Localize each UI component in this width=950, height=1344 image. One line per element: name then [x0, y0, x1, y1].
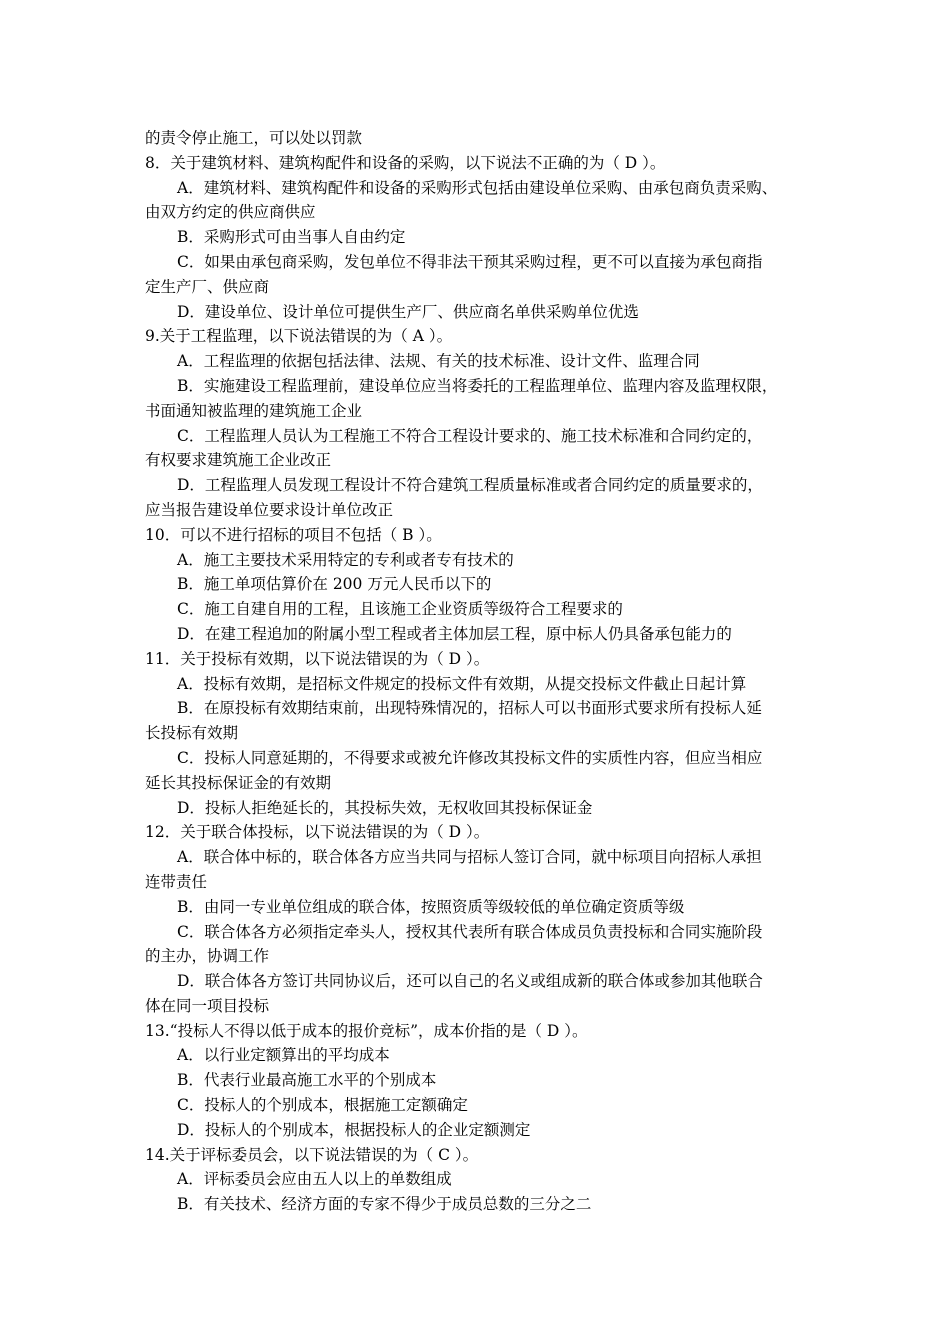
- option-line: D．建设单位、设计单位可提供生产厂、供应商名单供采购单位优选: [177, 302, 639, 321]
- text-line: 定生产厂、供应商: [145, 277, 270, 296]
- text-line: 的责令停止施工，可以处以罚款: [145, 129, 363, 147]
- option-line: C．工程监理人员认为工程施工不符合工程设计要求的、施工技术标准和合同约定的，: [177, 426, 763, 445]
- text-line: 延长其投标保证金的有效期: [145, 773, 332, 792]
- option-line: C．投标人的个别成本，根据施工定额确定: [177, 1096, 468, 1115]
- option-line: D．工程监理人员发现工程设计不符合建筑工程质量标准或者合同约定的质量要求的，: [177, 476, 763, 495]
- option-line: B．采购形式可由当事人自由约定: [177, 228, 406, 247]
- option-line: A．评标委员会应由五人以上的单数组成: [177, 1170, 452, 1189]
- option-line: D．在建工程追加的附属小型工程或者主体加层工程，原中标人仍具备承包能力的: [177, 624, 732, 643]
- question-line: 10．可以不进行招标的项目不包括（ B ）。: [145, 525, 442, 544]
- option-line: A．工程监理的依据包括法律、法规、有关的技术标准、设计文件、监理合同: [177, 352, 700, 371]
- text-line: 体在同一项目投标: [145, 996, 270, 1015]
- text-line: 书面通知被监理的建筑施工企业: [145, 401, 363, 420]
- option-line: A．建筑材料、建筑构配件和设备的采购形式包括由建设单位采购、由承包商负责采购、: [177, 178, 778, 197]
- option-line: B．在原投标有效期结束前，出现特殊情况的，招标人可以书面形式要求所有投标人延: [177, 699, 762, 718]
- text-line: 连带责任: [145, 872, 208, 891]
- option-line: B．代表行业最高施工水平的个别成本: [177, 1071, 437, 1090]
- option-line: C．联合体各方必须指定牵头人，授权其代表所有联合体成员负责投标和合同实施阶段: [177, 922, 763, 941]
- text-line: 应当报告建设单位要求设计单位改正: [145, 500, 394, 519]
- question-line: 12．关于联合体投标，以下说法错误的为（ D ）。: [145, 823, 490, 842]
- question-line: 9.关于工程监理，以下说法错误的为（ A ）。: [145, 327, 453, 346]
- question-line: 8．关于建筑材料、建筑构配件和设备的采购，以下说法不正确的为（ D ）。: [145, 153, 666, 172]
- option-line: B．实施建设工程监理前，建设单位应当将委托的工程监理单位、监理内容及监理权限，: [177, 376, 778, 395]
- option-line: C．如果由承包商采购，发包单位不得非法干预其采购过程，更不可以直接为承包商指: [177, 252, 763, 271]
- option-line: B．由同一专业单位组成的联合体，按照资质等级较低的单位确定资质等级: [177, 897, 685, 916]
- text-line: 的主办，协调工作: [145, 947, 270, 966]
- option-line: D．投标人的个别成本，根据投标人的企业定额测定: [177, 1120, 531, 1139]
- option-line: C．施工自建自用的工程，且该施工企业资质等级符合工程要求的: [177, 600, 623, 619]
- question-line: 14.关于评标委员会，以下说法错误的为（ C ）。: [145, 1145, 479, 1164]
- text-line: 有权要求建筑施工企业改正: [145, 451, 332, 470]
- question-line: 13.“投标人不得以低于成本的报价竞标”，成本价指的是（ D ）。: [145, 1021, 588, 1040]
- text-line: 长投标有效期: [145, 724, 239, 743]
- option-line: A．联合体中标的，联合体各方应当共同与招标人签订合同，就中标项目向招标人承担: [177, 848, 762, 867]
- text-line: 由双方约定的供应商供应: [145, 203, 316, 222]
- option-line: A．施工主要技术采用特定的专利或者专有技术的: [177, 550, 514, 569]
- option-line: B．有关技术、经济方面的专家不得少于成员总数的三分之二: [177, 1195, 592, 1214]
- document-body: [145, 126, 820, 1217]
- question-line: 11．关于投标有效期，以下说法错误的为（ D ）。: [145, 649, 490, 668]
- option-line: A．投标有效期，是招标文件规定的投标文件有效期，从提交投标文件截止日起计算: [177, 674, 747, 693]
- option-line: D．投标人拒绝延长的，其投标失效，无权收回其投标保证金: [177, 798, 593, 817]
- option-line: B．施工单项估算价在 200 万元人民币以下的: [177, 575, 492, 594]
- option-line: A．以行业定额算出的平均成本: [177, 1046, 390, 1065]
- option-line: D．联合体各方签订共同协议后，还可以自己的名义或组成新的联合体或参加其他联合: [177, 972, 763, 991]
- option-line: C．投标人同意延期的，不得要求或被允许修改其投标文件的实质性内容，但应当相应: [177, 748, 763, 767]
